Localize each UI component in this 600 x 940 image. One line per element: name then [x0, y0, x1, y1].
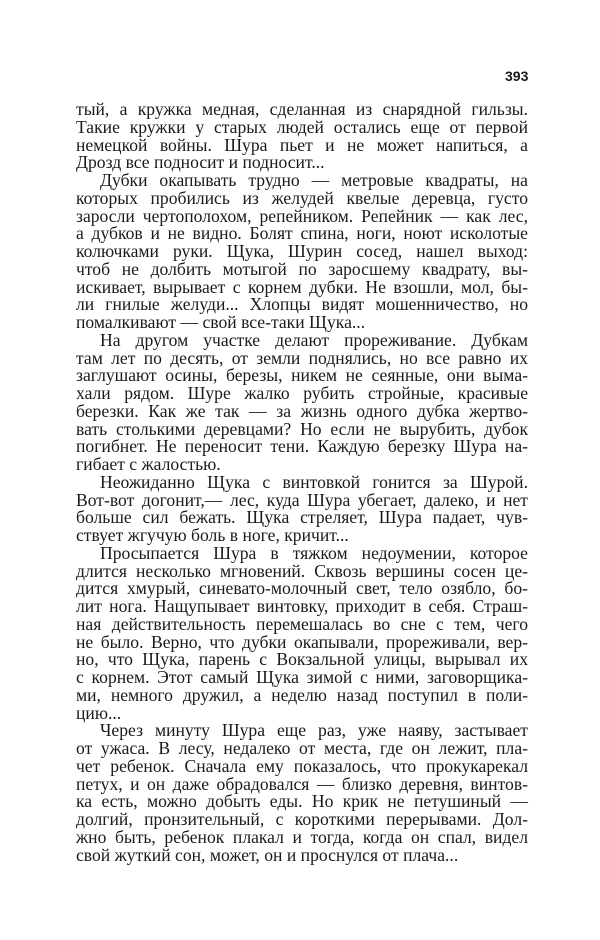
text-line: заросли чертополохом, репейником. Репейник — как лес, [76, 205, 528, 226]
text-line: Вот-вот догонит,— лес, куда Шура убегает, далеко, и нет [76, 489, 528, 510]
text-line: Такие кружки у старых людей остались еще от первой [76, 116, 528, 137]
paragraph [76, 542, 528, 723]
text-line: колючками руки. Щука, Шурин сосед, нашел выход: [76, 241, 528, 261]
text-line: от ужаса. В лесу, недалеко от места, где он лежит, пла- [76, 738, 528, 758]
text-line: ли гнилые желуди... Хлопцы видят мошенничество, но [76, 294, 528, 315]
text-line: петух, и он даже обрадовался — близко деревня, винтов- [76, 773, 528, 794]
text-line: хали рядом. Шуре жалко рубить стройные, красивые [76, 383, 528, 403]
text-line: не было. Верно, что дубки окапывали, прореживали, вер- [76, 631, 528, 652]
text-line: искивает, вырывает с корнем дубки. Не взошли, мол, бы- [76, 276, 528, 297]
text-line: больше сил бежать. Щука стреляет, Шура падает, чув- [76, 507, 528, 528]
body-text [76, 101, 528, 864]
text-line: которых пробились из желудей квелые деревца, густо [76, 187, 528, 208]
text-line: длится несколько мгновений. Сквозь вершины сосен це- [76, 560, 528, 581]
text-line: чет ребенок. Сначала ему показалось, что прокукарекал [76, 755, 528, 776]
text-line: ствует жгучую боль в ноге, кричит... [76, 525, 349, 545]
text-line: ми, немного дружил, а неделю назад поступил в поли- [76, 684, 528, 705]
text-line: гибает с жалостью. [76, 454, 221, 474]
text-line: погибнет. Не переносит тени. Каждую березку Шура на- [76, 436, 528, 457]
paragraph [76, 172, 528, 332]
text-line: но, что Щука, парень с Вокзальной улицы, вырывал их [76, 649, 528, 670]
text-line: долгий, пронзительный, с короткими перерывами. Дол- [76, 809, 528, 829]
text-line: а дубков и не видно. Болят спина, ноги, ноют исколотые [76, 223, 528, 244]
text-line: помалкивают — свой все-таки Щука... [76, 312, 366, 332]
text-line: там лет по десять, от земли поднялись, но все равно их [76, 347, 528, 368]
text-line: На другом участке делают прореживание. Дубкам [100, 329, 528, 350]
paragraph [76, 722, 528, 864]
text-line: Дрозд все подносит и подносит... [76, 152, 325, 173]
paragraph [76, 329, 528, 474]
text-line: заглушают осины, березы, никем не сеянные, они выма- [76, 365, 528, 386]
paragraph [76, 471, 528, 545]
paragraph [76, 101, 528, 172]
text-line: вать столькими деревцами? Но если не вырубить, дубок [76, 418, 528, 439]
page-number: 393 [505, 68, 529, 84]
text-line: жно быть, ребенок плакал и тогда, когда он спал, видел [76, 826, 528, 847]
text-line: Неожиданно Щука с винтовкой гонится за Шурой. [100, 471, 528, 492]
text-line: ная действительность перемешалась во сне с тем, чего [76, 613, 528, 634]
text-line: лит нога. Нащупывает винтовку, приходит в себя. Страш- [76, 596, 528, 616]
text-line: цию... [76, 702, 122, 723]
text-line: березки. Как же так — за жизнь одного дубка жертво- [76, 400, 528, 421]
text-line: чтоб не долбить мотыгой по заросшему квадрату, вы- [76, 258, 528, 279]
text-line: Через минуту Шура еще раз, уже наяву, застывает [100, 720, 528, 741]
text-line: свой жуткий сон, может, он и проснулся от плача... [76, 844, 459, 865]
text-line: с корнем. Этот самый Щука зимой с ними, заговорщика- [76, 667, 528, 687]
text-line: Дубки окапывать трудно — метровые квадраты, на [100, 170, 528, 190]
text-line: дится хмурый, синевато-молочный свет, тело озябло, бо- [76, 578, 528, 599]
text-line: Просыпается Шура в тяжком недоумении, которое [100, 542, 528, 563]
text-line: тый, а кружка медная, сделанная из снарядной гильзы. [76, 99, 528, 119]
text-line: ка есть, можно добыть еды. Но крик не петушиный — [76, 791, 528, 812]
text-line: немецкой войны. Шура пьет и не может напиться, а [76, 134, 528, 155]
